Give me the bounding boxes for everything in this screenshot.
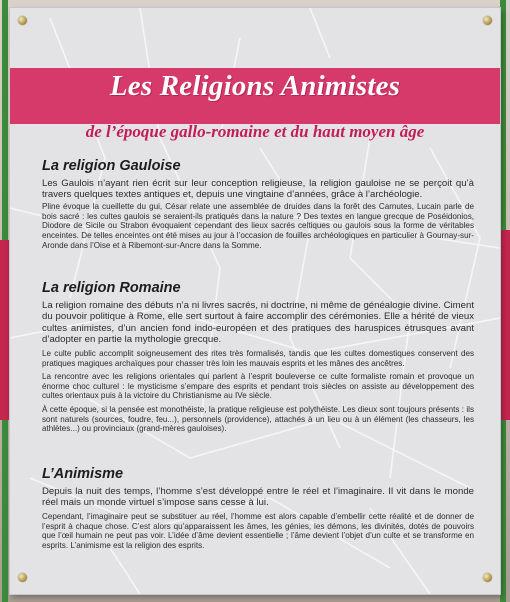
screw-top-right	[483, 16, 492, 25]
paragraph-animisme-2: Cependant, l’imaginaire peut se substituer au réel, l’homme est alors capable d’embellir cette réalité et de donner de l’esprit à chaque chose. C’est alors qu’apparaissent les âmes, les génies, les démons, les divinités, dotés de pouvoirs que l’œil humain ne peut pas voir. L’idée d’âme devient essentielle ; l’âme devient l’objet d’un culte et se transforme en esprits. L’animisme est la religion des esprits.	[42, 512, 474, 551]
red-ribbon-right	[500, 230, 510, 420]
paragraph-gauloise-2: Pline évoque la cueillette du gui, César relate une assemblée de druides dans la forêt des Carnutes, Lucain parle de bois sacré : les cultes gaulois se seraient-ils pratiqués dans la nature ? Des textes en langue grecque de Poséidonios, Diodore de Sicile ou Strabon évoquaient cependant des lieux sacrés celtiques ou gaulois sous la forme de véritables enceintes. De telles enceintes ont été mises au jour à l’occasion de fouilles archéologiques en particulier à Gournay-sur-Aronde dans l’Oise et à Ribemont-sur-Ancre dans la Somme.	[42, 202, 474, 250]
panel-title: Les Religions Animistes	[109, 70, 401, 102]
section-heading-gauloise: La religion Gauloise	[42, 158, 181, 174]
paragraph-romaine-2: Le culte public accomplit soigneusement des rites très formalisés, tandis que les cultes domestiques conservent des pratiques magiques archaïques pour chasser très loin les mauvais esprits et les mânes des ancêtres.	[42, 349, 474, 368]
section-heading-romaine: La religion Romaine	[42, 280, 181, 296]
screw-top-left	[18, 16, 27, 25]
paragraph-animisme-1: Depuis la nuit des temps, l’homme s’est développé entre le réel et l’imaginaire. Il vit dans le monde réel mais un monde virtuel s’impose sans cesse à lui.	[42, 486, 474, 509]
section-heading-animisme: L’Animisme	[42, 466, 124, 482]
paragraph-romaine-4: À cette époque, si la pensée est monothéiste, la pratique religieuse est polythéiste. Les dieux sont toujours présents : ils sont naturels (sources, foudre, feu...), personnels (providence), attachés à un lieu ou à un élément (les chasseurs, les athlètes...) ou provinciaux (grand-mères gauloises).	[42, 405, 474, 434]
screw-bottom-right	[483, 573, 492, 582]
info-panel	[10, 8, 500, 594]
paragraph-romaine-3: La rencontre avec les religions orientales qui parlent à l’esprit bouleverse ce culte formaliste romain et provoque un énorme choc culturel : le mysticisme s’empare des esprits et pendant trois siècles on assiste au développement des cultes orientaux puis à la victoire du Christianisme au IVe siècle.	[42, 372, 474, 401]
screw-bottom-left	[18, 573, 27, 582]
paragraph-romaine-1: La religion romaine des débuts n’a ni livres sacrés, ni doctrine, ni même de généalogie divine. Ciment du pouvoir politique à Rome, elle sert surtout à faire accomplir des cérémonies. Elle a hérité de vieux cultes animistes, d’un ancien fond indo-européen et des pratiques des haruspices étrusques avant d’adopter en partie la mythologie grecque.	[42, 300, 474, 345]
red-ribbon-left	[0, 240, 10, 420]
paragraph-gauloise-1: Les Gaulois n’ayant rien écrit sur leur conception religieuse, la religion gauloise ne se perçoit qu’à travers quelques textes antiques et, depuis une vingtaine d’années, grâce à l’archéologie.	[42, 178, 474, 201]
panel-subtitle: de l’époque gallo-romaine et du haut moyen âge	[85, 122, 425, 141]
